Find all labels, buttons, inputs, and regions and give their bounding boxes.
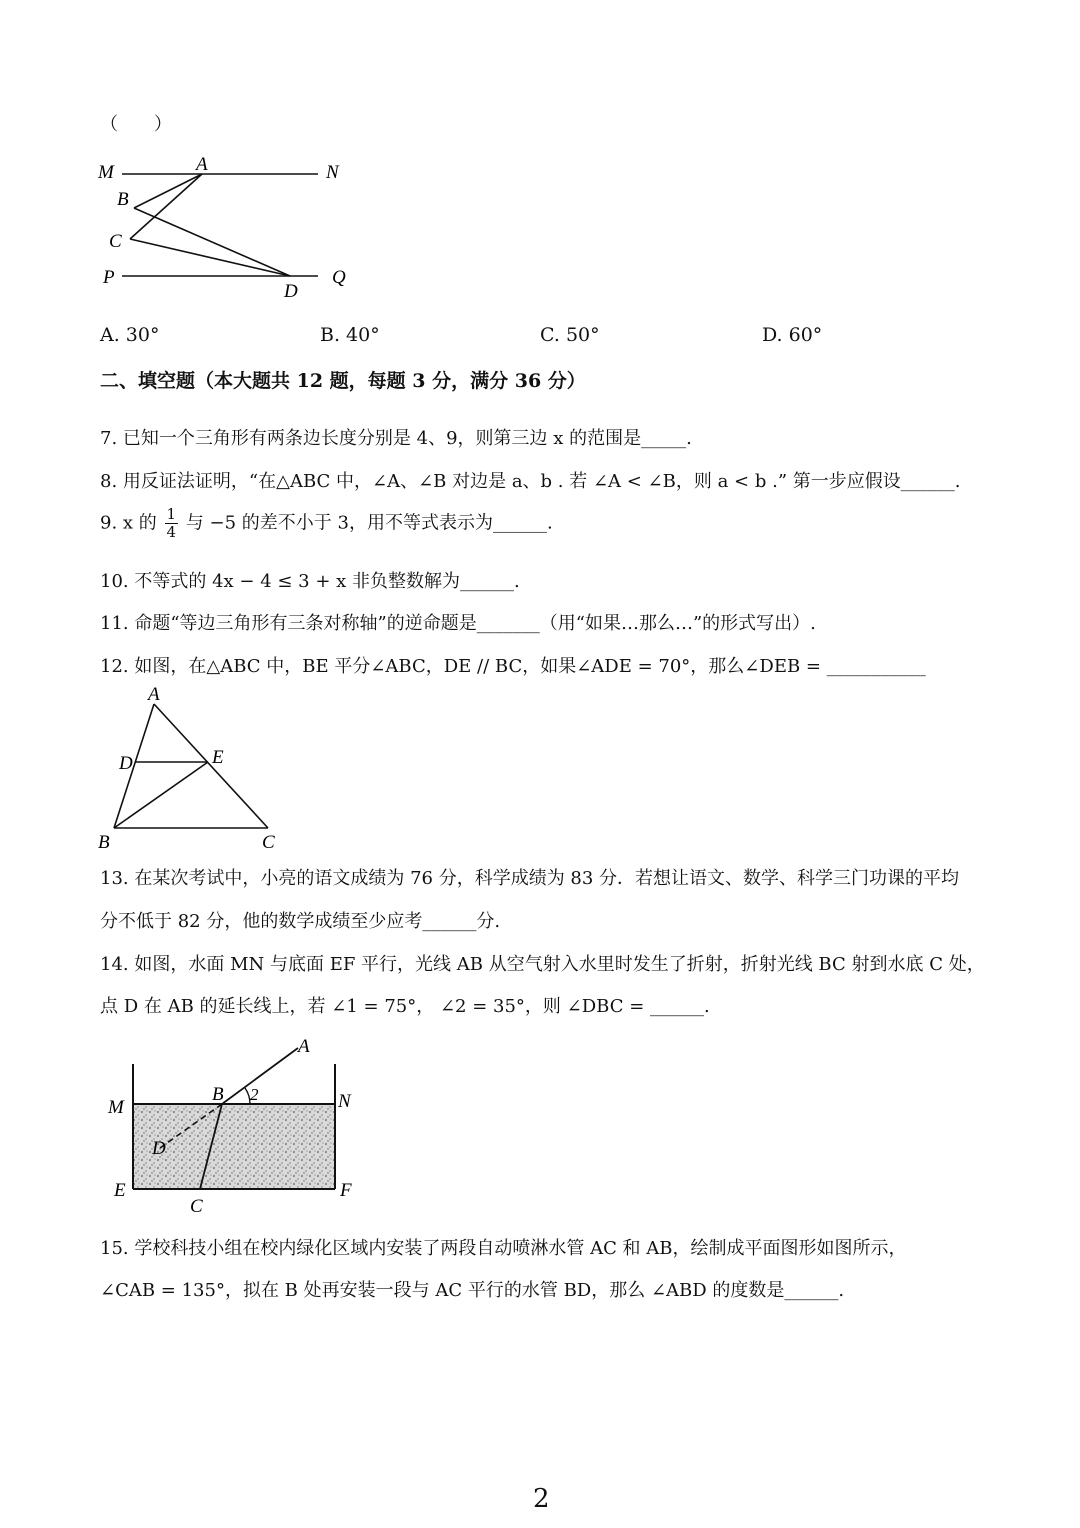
question-13-line1: 13. 在某次考试中，小亮的语文成绩为 76 分，科学成绩为 83 分．若想让语文、数学、科学三门功课的平均 (100, 868, 960, 889)
tank-label-E: E (114, 1180, 126, 1201)
option-b: B. 40° (320, 324, 380, 346)
question-12: 12. 如图，在△ABC 中，BE 平分∠ABC，DE // BC，如果∠ADE = 70°，那么∠DEB = ___________ (100, 656, 926, 677)
question-11: 11. 命题“等边三角形有三条对称轴”的逆命题是_______（用“如果…那么…”的形式写出）. (100, 613, 816, 634)
question-13-line2: 分不低于 82 分，他的数学成绩至少应考______分. (100, 911, 501, 932)
option-a: A. 30° (100, 324, 160, 346)
option-d: D. 60° (762, 324, 823, 346)
question-15-line1: 15. 学校科技小组在校内绿化区域内安装了两段自动喷淋水管 AC 和 AB，绘制成平面图形如图所示， (100, 1238, 907, 1259)
label-B: B (117, 189, 129, 210)
q6-figure (90, 150, 370, 310)
label-M: M (98, 162, 114, 183)
tri-label-B: B (98, 832, 110, 853)
tri-label-E: E (212, 747, 224, 768)
tank-label-angle-2: 2 (250, 1085, 259, 1104)
q14-refraction-figure (100, 1030, 380, 1220)
page-number: 2 (533, 1484, 550, 1514)
tri-label-C: C (262, 832, 275, 853)
fraction-denominator: 4 (166, 523, 177, 541)
question-9-post: 与 −5 的差不小于 3，用不等式表示为______. (185, 512, 553, 534)
question-9 (100, 506, 553, 541)
label-A: A (196, 154, 208, 175)
answer-parentheses: （ ） (100, 114, 172, 135)
q12-triangle-figure (90, 682, 290, 854)
tank-label-N: N (338, 1091, 351, 1112)
question-9-pre: 9. x 的 (100, 512, 157, 534)
question-10: 10. 不等式的 4x − 4 ≤ 3 + x 非负整数解为______. (100, 571, 520, 592)
label-C: C (109, 231, 122, 252)
tank-label-F: F (340, 1180, 352, 1201)
question-14-line2: 点 D 在 AB 的延长线上，若 ∠1 = 75°， ∠2 = 35°，则 ∠DBC = ______. (100, 996, 710, 1017)
label-Q: Q (332, 267, 346, 288)
label-P: P (103, 267, 115, 288)
fraction-numerator: 1 (166, 505, 177, 523)
fraction-one-quarter (165, 506, 179, 541)
question-7: 7. 已知一个三角形有两条边长度分别是 4、9，则第三边 x 的范围是_____. (100, 428, 692, 449)
tank-label-C: C (190, 1196, 203, 1217)
label-N: N (326, 162, 339, 183)
tri-label-D: D (119, 753, 133, 774)
tank-label-B: B (212, 1084, 224, 1105)
tank-label-A: A (298, 1036, 310, 1057)
section-title: 二、填空题（本大题共 12 题，每题 3 分，满分 36 分） (100, 370, 586, 392)
label-D: D (284, 281, 298, 302)
tri-label-A: A (148, 684, 160, 705)
tank-label-M: M (108, 1097, 124, 1118)
tank-label-D: D (152, 1138, 166, 1159)
question-15-line2: ∠CAB = 135°，拟在 B 处再安装一段与 AC 平行的水管 BD，那么 ∠ABD 的度数是______. (100, 1280, 845, 1301)
option-c: C. 50° (540, 324, 600, 346)
question-14-line1: 14. 如图，水面 MN 与底面 EF 平行，光线 AB 从空气射入水里时发生了折射，折射光线 BC 射到水底 C 处， (100, 954, 985, 975)
question-8: 8. 用反证法证明，“在△ABC 中，∠A、∠B 对边是 a、b . 若 ∠A < ∠B，则 a < b .” 第一步应假设______. (100, 471, 961, 492)
